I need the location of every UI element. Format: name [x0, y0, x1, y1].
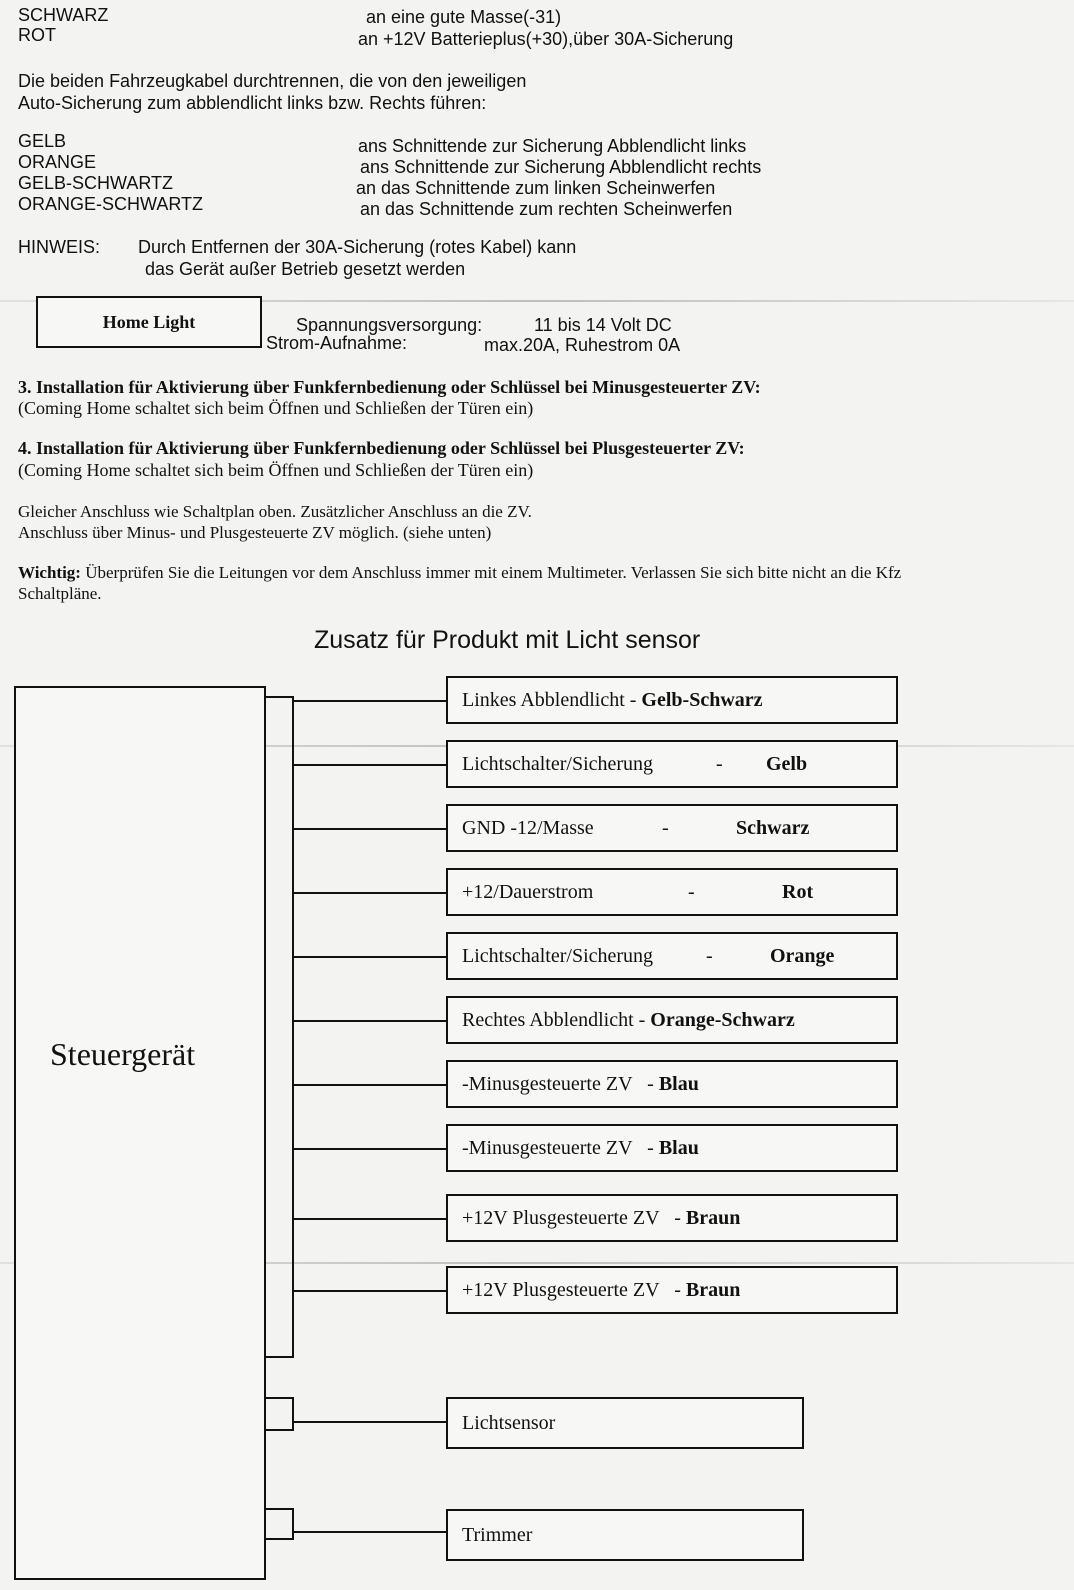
connection-wire — [294, 1084, 446, 1086]
trimmer-box — [446, 1509, 804, 1561]
sensor-box — [446, 1397, 804, 1449]
connection-function: GND -12/Masse — [462, 816, 594, 839]
wire-desc-schwarz: an eine gute Masse(-31) — [366, 7, 562, 27]
wire-desc-orange-schwartz: an das Schnittende zum rechten Scheinwerfen — [360, 199, 733, 219]
sensor-label: Lichtsensor — [462, 1411, 556, 1434]
connection-wire — [294, 700, 446, 702]
connection-box — [446, 1060, 898, 1108]
gleicher-line-2: Anschluss über Minus- und Plusgesteuerte ZV möglich. (siehe unten) — [18, 523, 492, 542]
intro-line-1: Die beiden Fahrzeugkabel durchtrennen, die von den jeweiligen — [18, 71, 527, 91]
controller-label: Steuergerät — [50, 1036, 196, 1072]
wichtig-label: Wichtig: — [18, 563, 81, 582]
wire-color-gelb-schwartz: GELB-SCHWARTZ — [18, 173, 174, 193]
controller-box — [14, 686, 266, 1580]
connection-wire-color: Orange-Schwarz — [650, 1008, 795, 1031]
connection-wire-color: Braun — [685, 1206, 741, 1229]
wire-desc-gelb: ans Schnittende zur Sicherung Abblendlicht links — [358, 136, 747, 156]
connection-wire — [294, 956, 446, 958]
section3-title: 3. Installation für Aktivierung über Funkfernbedienung oder Schlüssel bei Minusgesteuerter ZV: — [18, 377, 761, 397]
connection-label — [462, 934, 653, 978]
wire-desc-rot: an +12V Batterieplus(+30),über 30A-Sicherung — [358, 29, 734, 49]
connection-function: +12V Plusgesteuerte ZV - — [462, 1278, 686, 1301]
trimmer-label: Trimmer — [462, 1523, 533, 1546]
connection-wire-color: Orange — [770, 944, 835, 967]
connection-function: -Minusgesteuerte ZV - — [462, 1072, 659, 1095]
connection-box — [446, 1124, 898, 1172]
bus-line — [292, 706, 294, 1358]
section4-sub: (Coming Home schaltet sich beim Öffnen und Schließen der Türen ein) — [18, 460, 534, 480]
connection-dash: - — [716, 752, 723, 775]
diagram-title: Zusatz für Produkt mit Licht sensor — [314, 626, 701, 654]
connection-box — [446, 676, 898, 724]
current-label: Strom-Aufnahme: — [266, 333, 408, 353]
connection-wire — [294, 764, 446, 766]
connection-wire-color: Rot — [782, 880, 814, 903]
connection-function: Lichtschalter/Sicherung — [462, 752, 654, 775]
hinweis-label: HINWEIS: — [18, 237, 101, 257]
connection-label — [462, 998, 795, 1042]
product-name-box — [36, 296, 262, 348]
current-value: max.20A, Ruhestrom 0A — [484, 335, 681, 355]
connection-box — [446, 740, 898, 788]
connection-box — [446, 868, 898, 916]
connection-function: Rechtes Abblendlicht - — [462, 1008, 651, 1031]
connection-label — [462, 806, 594, 850]
hinweis-line-1: Durch Entfernen der 30A-Sicherung (rotes Kabel) kann — [138, 237, 577, 257]
connection-wire-color: Blau — [658, 1072, 699, 1095]
connection-function: +12V Plusgesteuerte ZV - — [462, 1206, 686, 1229]
connection-dash: - — [688, 880, 695, 903]
wire-desc-gelb-schwartz: an das Schnittende zum linken Scheinwerfen — [356, 178, 716, 198]
connection-box — [446, 996, 898, 1044]
wire-desc-orange: ans Schnittende zur Sicherung Abblendlicht rechts — [360, 157, 762, 177]
connection-box — [446, 932, 898, 980]
connection-function: +12/Dauerstrom — [462, 880, 594, 903]
connection-wire-color: Schwarz — [736, 816, 810, 839]
section4-title: 4. Installation für Aktivierung über Funkfernbedienung oder Schlüssel bei Plusgesteuerter ZV: — [18, 438, 745, 458]
connection-label — [462, 1196, 740, 1240]
connection-box — [446, 804, 898, 852]
trimmer-wire — [294, 1531, 446, 1533]
wire-color-gelb: GELB — [18, 131, 67, 151]
connection-wire-color: Gelb — [766, 752, 808, 775]
section3-sub: (Coming Home schaltet sich beim Öffnen und Schließen der Türen ein) — [18, 398, 534, 418]
connection-dash: - — [662, 816, 669, 839]
connection-box — [446, 1266, 898, 1314]
connection-label — [462, 1062, 699, 1106]
intro-line-2: Auto-Sicherung zum abblendlicht links bzw. Rechts führen: — [18, 93, 487, 113]
sensor-stub — [264, 1397, 294, 1431]
connector-block — [264, 696, 294, 1358]
connection-wire — [294, 828, 446, 830]
connection-wire — [294, 1148, 446, 1150]
sensor-wire — [294, 1421, 446, 1423]
wichtig-line-1 — [18, 563, 901, 583]
connection-box — [446, 1194, 898, 1242]
connection-label — [462, 1268, 740, 1312]
connection-function: Lichtschalter/Sicherung — [462, 944, 654, 967]
connection-function: Linkes Abblendlicht - — [462, 688, 642, 711]
connection-label — [462, 678, 763, 722]
wire-color-schwarz: SCHWARZ — [18, 5, 109, 25]
wire-color-orange: ORANGE — [18, 152, 97, 172]
gleicher-line-1: Gleicher Anschluss wie Schaltplan oben. Zusätzlicher Anschluss an die ZV. — [18, 502, 532, 521]
connection-label — [462, 1126, 699, 1170]
connection-function: -Minusgesteuerte ZV - — [462, 1136, 659, 1159]
connection-wire — [294, 1020, 446, 1022]
connection-dash: - — [706, 944, 713, 967]
product-name: Home Light — [102, 311, 196, 332]
trimmer-stub — [264, 1508, 294, 1540]
voltage-value: 11 bis 14 Volt DC — [534, 315, 672, 335]
hinweis-line-2: das Gerät außer Betrieb gesetzt werden — [145, 259, 466, 279]
wichtig-line-2: Schaltpläne. — [18, 584, 102, 603]
voltage-label: Spannungsversorgung: — [296, 315, 483, 335]
connection-wire-color: Braun — [685, 1278, 741, 1301]
connection-wire-color: Blau — [658, 1136, 699, 1159]
wire-color-rot: ROT — [18, 25, 56, 45]
connection-label — [462, 870, 593, 914]
connection-wire — [294, 892, 446, 894]
connection-wire — [294, 1218, 446, 1220]
connection-wire-color: Gelb-Schwarz — [641, 688, 763, 711]
connection-wire — [294, 1290, 446, 1292]
connection-label — [462, 742, 653, 786]
wichtig-text: Überprüfen Sie die Leitungen vor dem Anschluss immer mit einem Multimeter. Verlassen Sie sich bitte nicht an die Kfz — [80, 563, 902, 582]
wire-color-orange-schwartz: ORANGE-SCHWARTZ — [18, 194, 204, 214]
